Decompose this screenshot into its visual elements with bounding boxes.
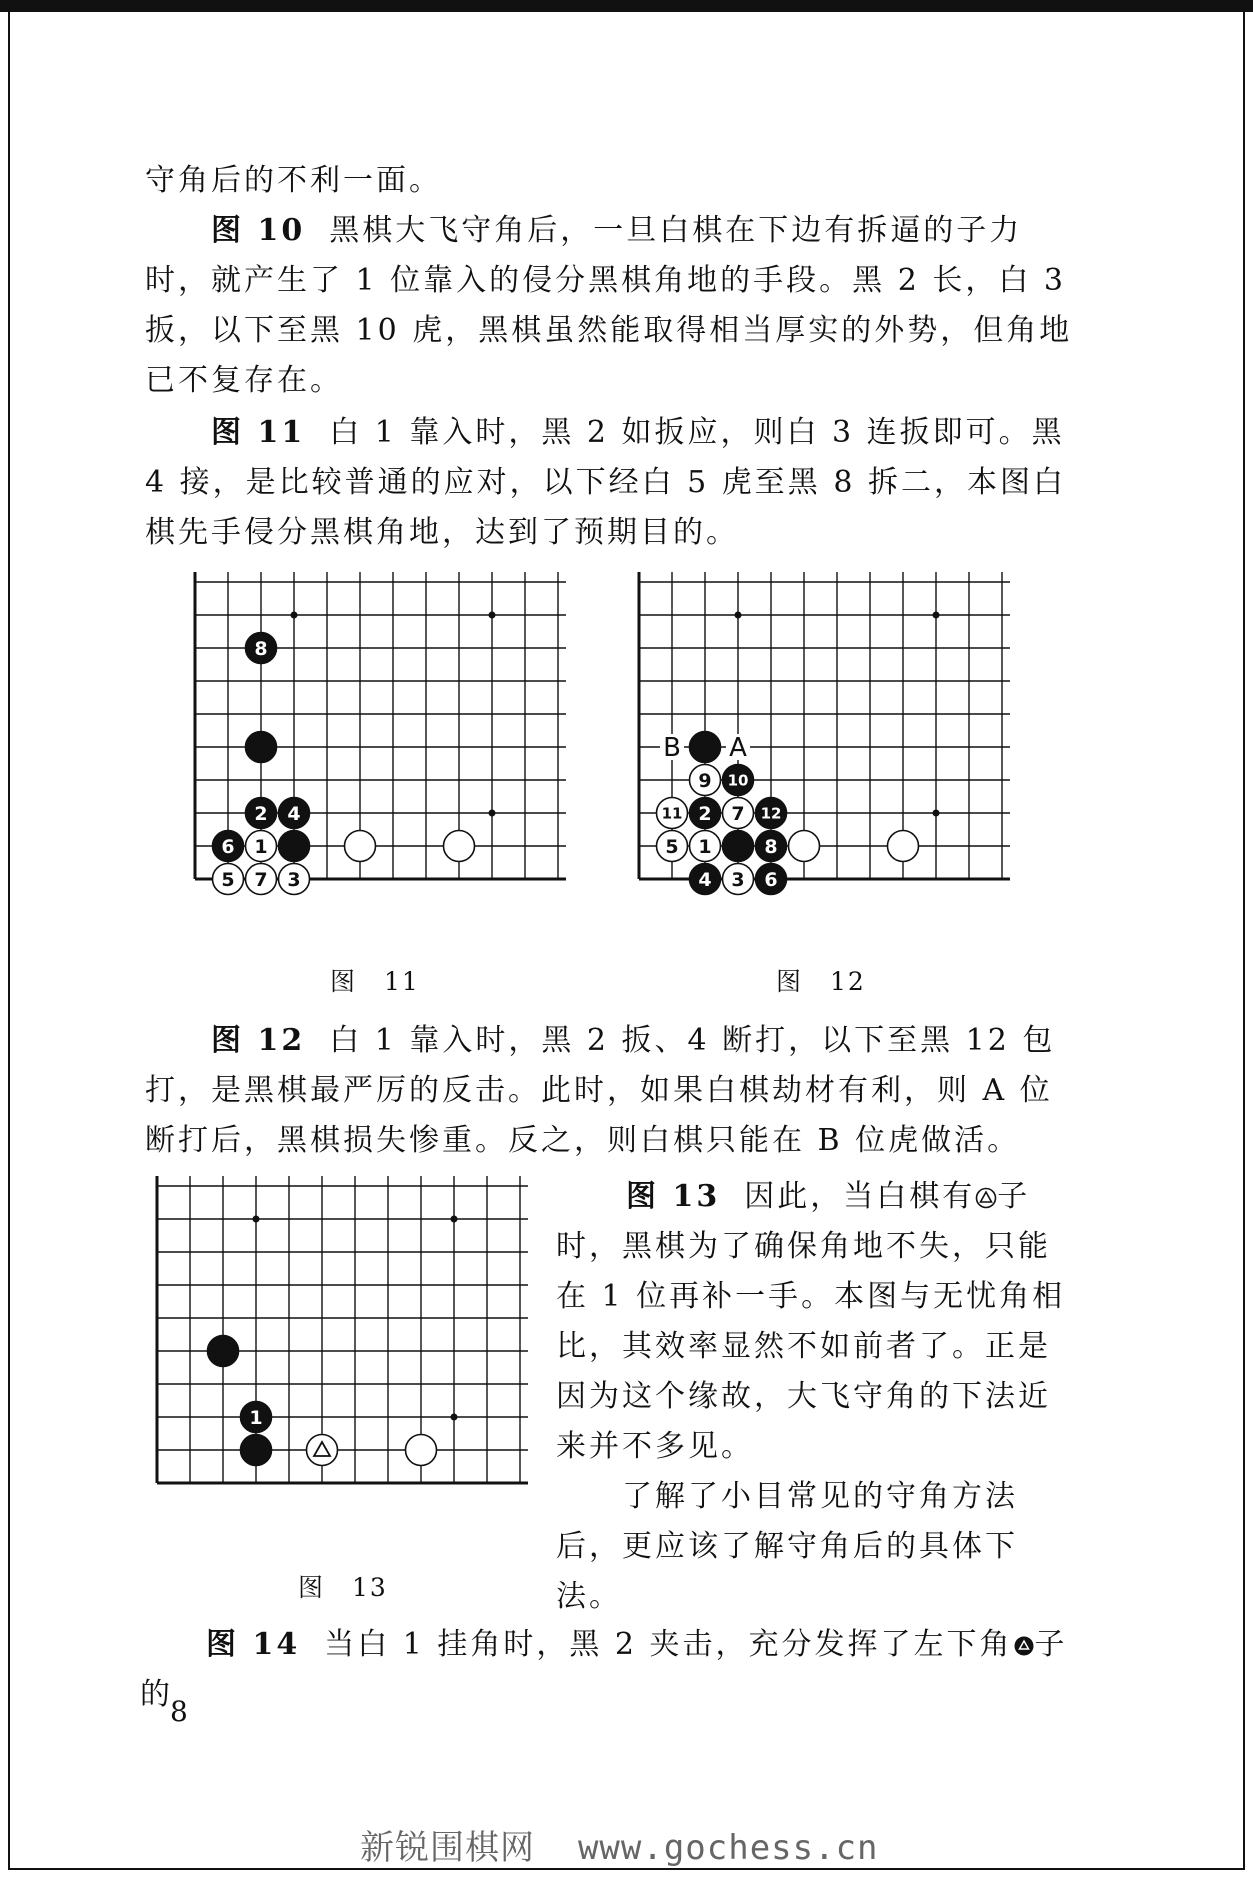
fig13-text-b: 子时，黑棋为了确保角地不失，只能在 1 位再补一手。本图与无忧角相比，其效率显然不如前者了。正是因为这个缘故，大飞守角的下法近来并不多见。: [556, 1179, 1066, 1464]
triangle-stone-icon: [975, 1187, 997, 1209]
star-point: [489, 810, 496, 817]
para-fig10: [145, 206, 1080, 406]
para-intro: 守角后的不利一面。: [145, 163, 442, 198]
para-fig12: [145, 1016, 1080, 1166]
white-stone-△: [307, 1435, 338, 1466]
fig14-text-b: 子的: [140, 1627, 1068, 1712]
para-fig14: [140, 1620, 1075, 1720]
white-stone: [345, 831, 376, 862]
fig12-label: 图 12: [211, 1023, 306, 1058]
fig10-text: 黑棋大飞守角后，一旦白棋在下边有拆逼的子力时，就产生了 1 位靠入的侵分黑棋角地的手段。黑 2 长，白 3 扳，以下至黑 10 虎，黑棋虽然能取得相当厚实的外势，但角地已不复存在。: [145, 213, 1073, 398]
para-fig11: [145, 408, 1080, 558]
stone-number: 6: [221, 835, 235, 858]
stone-number: 5: [665, 835, 679, 858]
stone-number: 3: [731, 868, 745, 891]
star-point: [253, 1216, 260, 1223]
fig14-label: 图 14: [206, 1627, 301, 1662]
board-letter-A: A: [729, 733, 747, 763]
board-fig11: [194, 580, 574, 932]
black-stone: [241, 1435, 272, 1466]
stone-number: 3: [287, 868, 301, 891]
caption-fig12: 图 12: [776, 967, 866, 996]
caption-fig13: 图 13: [298, 1573, 388, 1602]
black-stone: [723, 831, 754, 862]
stone-number: 7: [254, 868, 268, 891]
stone-number: 6: [764, 868, 778, 891]
fig13-label: 图 13: [626, 1179, 721, 1214]
fig14-text-a: 当白 1 挂角时，黑 2 夹击，充分发挥了左下角: [324, 1627, 1013, 1662]
fig13-text-a: 因此，当白棋有: [744, 1179, 976, 1214]
footer-url: www.gochess.cn: [577, 1828, 879, 1868]
footer-site-name: 新锐围棋网: [360, 1828, 535, 1868]
black-stone: [279, 831, 310, 862]
black-stone: [690, 732, 721, 763]
white-stone: [444, 831, 475, 862]
caption-fig11: 图 11: [330, 967, 420, 996]
stone-number: 4: [287, 802, 301, 825]
stone-number: 4: [698, 868, 712, 891]
star-point: [489, 612, 496, 619]
black-stone-mark-icon: [1013, 1635, 1035, 1657]
black-stone: [208, 1336, 239, 1367]
stone-number: 5: [221, 868, 235, 891]
stone-number: 1: [249, 1406, 263, 1429]
board-fig13: [156, 1184, 536, 1536]
stone-number: 1: [698, 835, 712, 858]
stone-number: 8: [254, 637, 268, 660]
stone-number: 11: [661, 804, 683, 823]
fig10-label: 图 10: [211, 213, 306, 248]
stone-number: 1: [254, 835, 268, 858]
board-fig12: [638, 580, 1018, 932]
fig11-text: 白 1 靠入时，黑 2 如扳应，则白 3 连扳即可。黑 4 接，是比较普通的应对，以下经白 5 虎至黑 8 拆二，本图白棋先手侵分黑棋角地，达到了预期目的。: [145, 415, 1066, 550]
footer-watermark: [360, 1820, 879, 1869]
stone-number: 2: [254, 802, 268, 825]
stone-number: 9: [698, 769, 712, 792]
para-fig13: [556, 1172, 1080, 1472]
white-stone: [406, 1435, 437, 1466]
star-point: [933, 810, 940, 817]
page-number: 8: [170, 1695, 188, 1728]
stone-number: 12: [760, 804, 782, 823]
board-letter-B: B: [663, 733, 681, 763]
stone-number: 10: [727, 771, 749, 790]
star-point: [735, 612, 742, 619]
star-point: [291, 612, 298, 619]
fig11-label: 图 11: [211, 415, 306, 450]
star-point: [451, 1216, 458, 1223]
fig12-text: 白 1 靠入时，黑 2 扳、4 断打，以下至黑 12 包打，是黑棋最严厉的反击。此时，如果白棋劫材有利，则 A 位断打后，黑棋损失惨重。反之，则白棋只能在 B 位虎做活。: [145, 1023, 1056, 1158]
star-point: [451, 1414, 458, 1421]
stone-number: 2: [698, 802, 712, 825]
white-stone: [789, 831, 820, 862]
black-stone: [246, 732, 277, 763]
stone-number: 7: [731, 802, 745, 825]
stone-number: 8: [764, 835, 778, 858]
white-stone: [888, 831, 919, 862]
para-understand: 了解了小目常见的守角方法后，更应该了解守角后的具体下法。: [556, 1479, 1018, 1614]
star-point: [933, 612, 940, 619]
